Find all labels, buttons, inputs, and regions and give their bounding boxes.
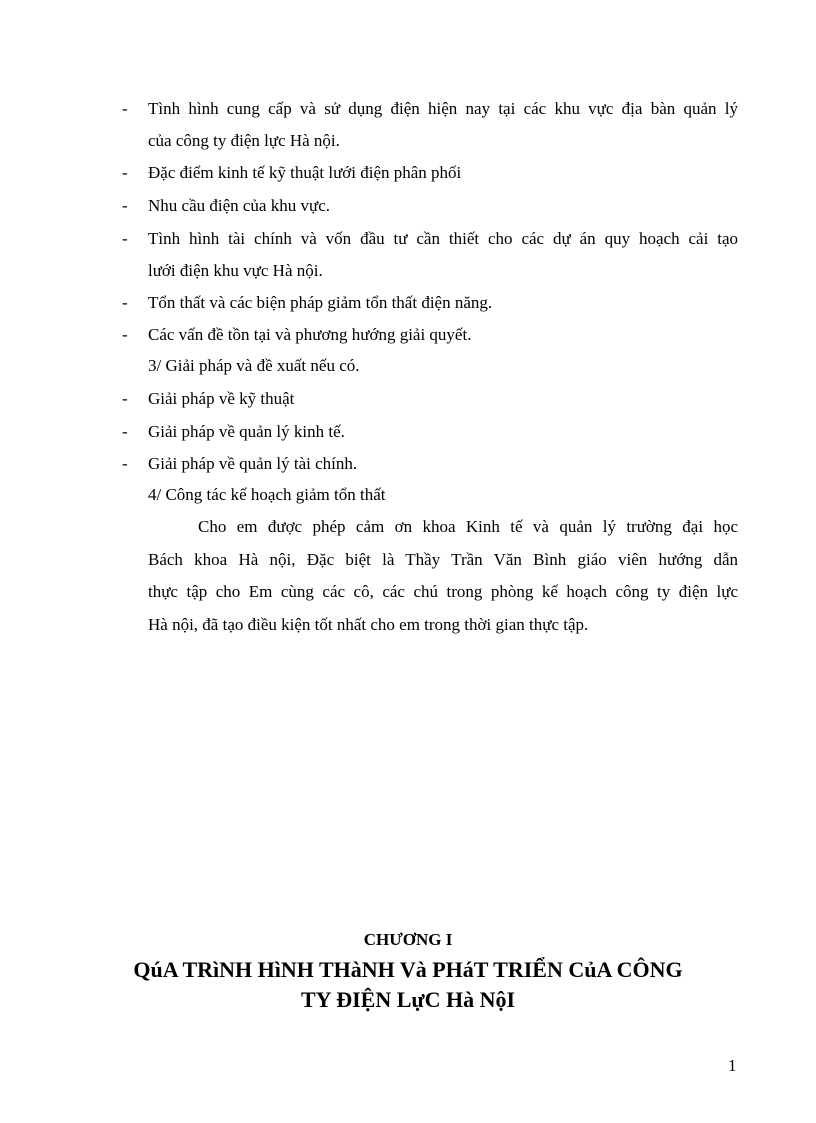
list-item-line: Nhu cầu điện của khu vực.	[148, 196, 330, 215]
bullet-dash: -	[122, 163, 128, 182]
list-item-line: của công ty điện lực Hà nội.	[148, 131, 340, 150]
bullet-dash: -	[122, 325, 128, 344]
list-item-line: Tình hình tài chính và vốn đầu tư cần thiết cho các dự án quy hoạch cải tạo	[148, 229, 738, 248]
bullet-dash: -	[122, 229, 128, 248]
paragraph-line: Bách khoa Hà nội, Đặc biệt là Thầy Trần Văn Bình giáo viên hướng dẫn	[148, 550, 738, 569]
list-item-line: Giải pháp về kỹ thuật	[148, 389, 295, 408]
list-item-line: Giải pháp về quản lý tài chính.	[148, 454, 358, 473]
paragraph-line: Hà nội, đã tạo điều kiện tốt nhất cho em trong thời gian thực tập.	[148, 615, 589, 634]
section-heading: 4/ Công tác kế hoạch giảm tổn thất	[148, 485, 386, 504]
section-heading: 3/ Giải pháp và đề xuất nếu có.	[148, 356, 360, 375]
bullet-dash: -	[122, 422, 128, 441]
list-item-line: Giải pháp về quản lý kinh tế.	[148, 422, 345, 441]
paragraph-line: Cho em được phép cảm ơn khoa Kinh tế và quản lý trường đại học	[198, 517, 738, 536]
bullet-dash: -	[122, 389, 128, 408]
list-item-line: Đặc điểm kinh tế kỹ thuật lưới điện phân phối	[148, 163, 462, 182]
bullet-dash: -	[122, 454, 128, 473]
list-item-line: Tình hình cung cấp và sử dụng điện hiện nay tại các khu vực địa bàn quản lý	[148, 99, 738, 118]
chapter-number: CHƯƠNG I	[363, 930, 453, 949]
list-item-line: Tổn thất và các biện pháp giảm tổn thất điện năng.	[148, 293, 493, 312]
chapter-title-line1: QúA TRìNH HìNH THàNH Và PHáT TRIỂN CủA CÔNG	[133, 957, 683, 982]
list-item-line: lưới điện khu vực Hà nội.	[148, 261, 323, 280]
bullet-dash: -	[122, 196, 128, 215]
list-item-line: Các vấn đề tồn tại và phương hướng giải quyết.	[148, 325, 472, 344]
paragraph-line: thực tập cho Em cùng các cô, các chú trong phòng kế hoạch công ty điện lực	[148, 582, 738, 601]
page-number: 1	[728, 1056, 737, 1075]
bullet-dash: -	[122, 293, 128, 312]
bullet-dash: -	[122, 99, 128, 118]
chapter-title-line2: TY ĐIỆN LựC Hà NộI	[300, 987, 516, 1012]
